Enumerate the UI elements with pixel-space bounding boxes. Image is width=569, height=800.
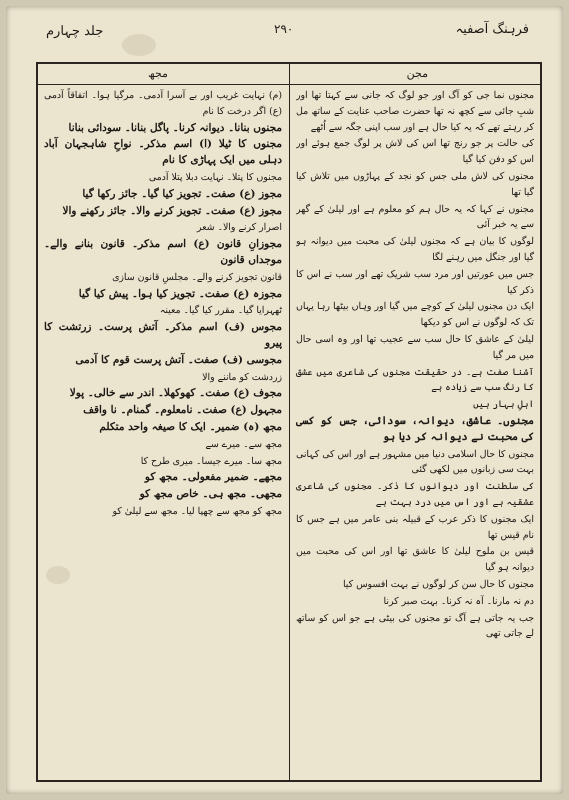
entry-paragraph: لوگوں کا بیان ہے کہ مجنوں لیلیٰ کی محبت میں دیوانہ ہو گیا اور جنگل میں رہنے لگا (296, 236, 534, 263)
headword-entry: مجھے۔ ضمیر مفعولی۔ مجھ کو (144, 471, 282, 484)
column-divider (289, 64, 290, 780)
page-header (6, 16, 563, 42)
headword-entry: مجنوں کا ٹیلا (ا) اسم مذکر۔ نواحِ شاہجہان آباد دہلی میں ایک پہاڑی کا نام (44, 138, 282, 167)
entry-paragraph: دم نہ مارنا۔ آہ نہ کرنا۔ بہت صبر کرنا (383, 595, 534, 607)
headword-entry: مجھ (ہ) ضمیر۔ ایک کا صیغہ واحد متکلم (99, 420, 282, 433)
book-title: فرہنگ آصفیہ (455, 22, 529, 37)
volume-label: جلد چہارم (46, 24, 104, 39)
left-column (44, 88, 282, 778)
entry-paragraph: (م) نہایت غریب اور بے آسرا آدمی۔ مرگیا ہوا۔ اتفاقاً آدمی (ع) اگر درخت کا نام (44, 90, 282, 117)
right-column (296, 88, 534, 778)
entry-paragraph: ٹھہرایا گیا۔ مقرر کیا گیا۔ معینہ (159, 305, 282, 317)
left-column-heading: مجھ (148, 67, 168, 80)
headword-entry: مجنوں۔ عاشق، دیوانہ، سودائی، جس کو کسی کی محبت نے دیوانہ کر دیا ہو (296, 414, 534, 443)
headword-entry: مجوز (ع) صفت۔ تجویز کیا گیا۔ جائز رکھا گیا (82, 187, 282, 200)
headword-entry: مجوف (ع) صفت۔ کھوکھلا۔ اندر سے خالی۔ پولا (69, 387, 282, 400)
entry-paragraph: مجھ سا۔ میرے جیسا۔ میری طرح کا (140, 455, 282, 467)
entry-paragraph: مجنوں نے کہا کہ یہ حال ہم کو معلوم ہے اور لیلیٰ کے گھر سے یہ خبر آئی (296, 203, 534, 231)
headword-entry: مجوس (ف) اسم مذکر۔ آتش پرست۔ زرتشت کا پیرو (44, 321, 282, 349)
book-page (6, 6, 563, 794)
entry-paragraph: قیس بن ملوح لیلیٰ کا عاشق تھا اور اس کی محبت میں دیوانہ ہو گیا (296, 546, 534, 574)
headword-entry: مجوسی (ف) صفت۔ آتش پرست قوم کا آدمی (75, 353, 282, 366)
text-frame (36, 62, 542, 782)
entry-paragraph: جب یہ جاتی ہے آگ تو مجنوں کی بیٹی ہے جو اس کو ساتھ لے جاتی تھی (296, 612, 534, 640)
headword-entry: مجوزانِ قانون (ع) اسم مذکر۔ قانون بنانے والے۔ موجداں قانون (44, 238, 282, 266)
entry-paragraph: مجنوں نما جی کو آگ اور جو لوگ کہ جانی سے کہتا تھا اور شبِ جائی سے کچھ نہ تھا حضرت صاحب عنایت کے ساتھ مل کر رہتے تھے کہ یہ کیا حال ہے اور سب اپنی جگہ سے اُٹھے (296, 90, 534, 133)
entry-paragraph: کی حالت پر جو رنج تھا اس کی لاش پر لوگ جمع ہوئے اور اس کو دفن کیا گیا (296, 138, 534, 166)
entry-paragraph: اصرار کرنے والا۔ شعر (196, 222, 282, 234)
entry-paragraph: اہلِ بہار ہیں (473, 399, 534, 411)
page-number: ۲۹۰ (274, 22, 294, 36)
entry-paragraph: جس میں عورتیں اور مرد سب شریک تھے اور سب نے اس کا ذکر کیا (296, 268, 534, 296)
entry-paragraph: مجھ سے۔ میرے سے (205, 438, 282, 450)
headword-entry: مجہول (ع) صفت۔ نامعلوم۔ گمنام۔ نا واقف (83, 404, 282, 417)
entry-paragraph: ایک مجنوں کا ذکر عرب کے قبیلہ بنی عامر میں ہے جس کا نام قیس تھا (296, 513, 534, 541)
headword-entry: مجھی۔ مجھ ہی۔ خاص مجھ کو (139, 488, 282, 501)
headword-entry: مجوزہ (ع) صفت۔ تجویز کیا ہوا۔ پیش کیا گیا (78, 287, 282, 300)
entry-paragraph: قانون تجویز کرنے والے۔ مجلسِ قانون سازی (112, 271, 282, 283)
entry-paragraph: مجنوں کا حال اسلامی دنیا میں مشہور ہے اور اس کی کہانی بہت سی زبانوں میں لکھی گئی (296, 448, 534, 476)
entry-paragraph: کی سلطنت اور دیوانوں کا ذکر۔ مجنوں کی شاعری عشقیہ ہے اور اس میں درد بہت ہے (296, 481, 534, 508)
entry-paragraph: ایک دن مجنوں لیلیٰ کے کوچے میں گیا اور وہاں بیٹھا رہا یہاں تک کہ لوگوں نے اس کو دیکھا (296, 301, 534, 329)
entry-paragraph: زردشت کو ماننے والا (202, 371, 282, 383)
headword-entry: مجوز (ع) صفت۔ تجویز کرنے والا۔ جائز رکھنے والا (62, 204, 282, 217)
entry-paragraph: مجنوں کا حال سن کر لوگوں نے بہت افسوس کیا (342, 578, 534, 590)
entry-paragraph: آشنا صفت ہے۔ در حقیقت مجنوں کی شاعری میں عشق کا رنگ سب سے زیادہ ہے (296, 366, 534, 394)
entry-paragraph: لیلیٰ کے عاشق کا حال سب سے عجیب تھا اور وہ اسی حال میں مر گیا (296, 333, 534, 361)
entry-paragraph: مجھ کو مجھ سے چھپا لیا۔ مجھ سے لیلیٰ کو (112, 505, 282, 517)
right-column-heading: مجن (406, 67, 428, 80)
headword-entry: مجنوں بنانا۔ دیوانہ کرنا۔ پاگل بنانا۔ سودائی بنانا (68, 121, 282, 134)
entry-paragraph: مجنوں کا پتلا۔ نہایت دبلا پتلا آدمی (148, 171, 282, 183)
entry-paragraph: مجنوں کی لاش ملی جس کو نجد کے پہاڑوں میں تلاش کیا گیا تھا (296, 170, 534, 198)
